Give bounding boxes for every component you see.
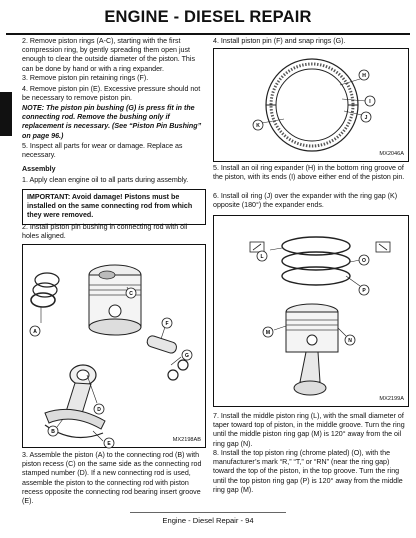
piston-exploded-illustration [23,245,207,449]
svg-text:P: P [362,288,366,294]
piston-rings-illustration [214,216,410,408]
svg-text:B: B [51,429,55,435]
callout-h [359,70,369,80]
step-inspect-parts: 5. Inspect all parts for wear or damage. Replace as necessary. [22,142,183,160]
callout-k [253,120,263,130]
callout-a [30,326,40,336]
assembly-heading: Assembly [22,165,56,173]
callout-c [126,288,136,298]
step-assemble-piston: 3. Assemble the piston (A) to the connecting rod (B) with piston recess (C) on the same side as the connecting rod stamped number (D). If a new connecting rod is used, assemble the piston to the connecting rod with piston recess opposite the connecting rod bearing insert groove (E). [22,451,202,506]
step-install-bushing: 2. Install piston pin bushing in connecting rod with oil holes aligned. [22,223,188,241]
figure-code: MX2199A [379,395,404,402]
callout-j [361,112,371,122]
svg-text:N: N [348,338,352,344]
step-remove-piston-rings: 2. Remove piston rings (A-C), starting with the first compression ring, by gently spreading them open just enough to clear the outside diameter of the piston. This can be done by hand or with a ring expander. [22,37,195,73]
svg-text:A: A [33,329,37,335]
step-install-top-ring: 8. Install the top piston ring (chrome plated) (O), with the manufacturer’s mark “R,” “T,” or “RN” (near the ring gap) toward the top of the piston, in the top groove. Turn the ring until the top piston ring gap (P) is 120° away from the middle ring gap (M). [213,449,403,494]
svg-text:L: L [260,254,264,260]
page-title: ENGINE - DIESEL REPAIR [104,8,312,26]
figure-piston-connecting-rod [22,244,206,448]
section-tab-marker [0,92,12,136]
callout-p [359,285,369,295]
svg-text:G: G [185,353,189,359]
callout-g [182,350,192,360]
page-footer: Engine - Diesel Repair - 94 [162,516,254,525]
step-install-oil-ring: 6. Install oil ring (J) over the expander with the ring gap (K) opposite (180°) the expander ends. [213,192,398,210]
callout-o [359,255,369,265]
svg-text:C: C [129,291,133,297]
svg-text:F: F [165,321,169,327]
footer-rule [130,512,286,513]
figure-oil-ring-expander [213,48,409,162]
header-rule [6,33,410,35]
callout-f [162,318,172,328]
callout-d [94,404,104,414]
callout-e [104,438,114,448]
svg-text:E: E [107,441,111,447]
step-remove-retaining-rings: 3. Remove piston pin retaining rings (F). [22,74,149,82]
svg-text:D: D [97,407,101,413]
svg-text:O: O [362,258,366,264]
step-apply-oil: 1. Apply clean engine oil to all parts during assembly. [22,176,189,184]
svg-text:H: H [362,73,366,79]
figure-piston-rings [213,215,409,407]
step-remove-piston-pin: 4. Remove piston pin (E). Excessive pressure should not be necessary to remove piston pin. [22,85,201,103]
svg-text:J: J [364,115,368,121]
figure-code: MX2198AB [172,436,201,443]
svg-text:I: I [369,99,371,105]
step-install-middle-ring: 7. Install the middle piston ring (L), with the small diameter of taper toward top of piston, in the middle groove. Turn the ring until the middle piston ring gap (M) is 120° away from the oil ring gap (N). [213,412,405,448]
svg-text:K: K [256,123,260,129]
callout-b [48,426,58,436]
callout-m [263,327,273,337]
page-header [0,4,416,32]
callout-i [365,96,375,106]
callout-n [345,335,355,345]
figure-code: MX2046A [379,150,404,157]
step-install-pin: 4. Install piston pin (F) and snap rings (G). [213,37,346,45]
callout-l [257,251,267,261]
svg-text:M: M [265,330,271,336]
important-notice: IMPORTANT: Avoid damage! Pistons must be installed on the same connecting rod from which they were removed. [22,189,206,225]
oil-ring-illustration [214,49,410,163]
note-bushing: NOTE: The piston pin bushing (G) is press fit in the connecting rod. Remove the bushing only if replacement is necessary. (See “Piston Pin Bushing” on page 96.) [22,104,202,140]
step-install-expander: 5. Install an oil ring expander (H) in the bottom ring groove of the piston, with its ends (I) above either end of the piston pin. [213,164,405,182]
